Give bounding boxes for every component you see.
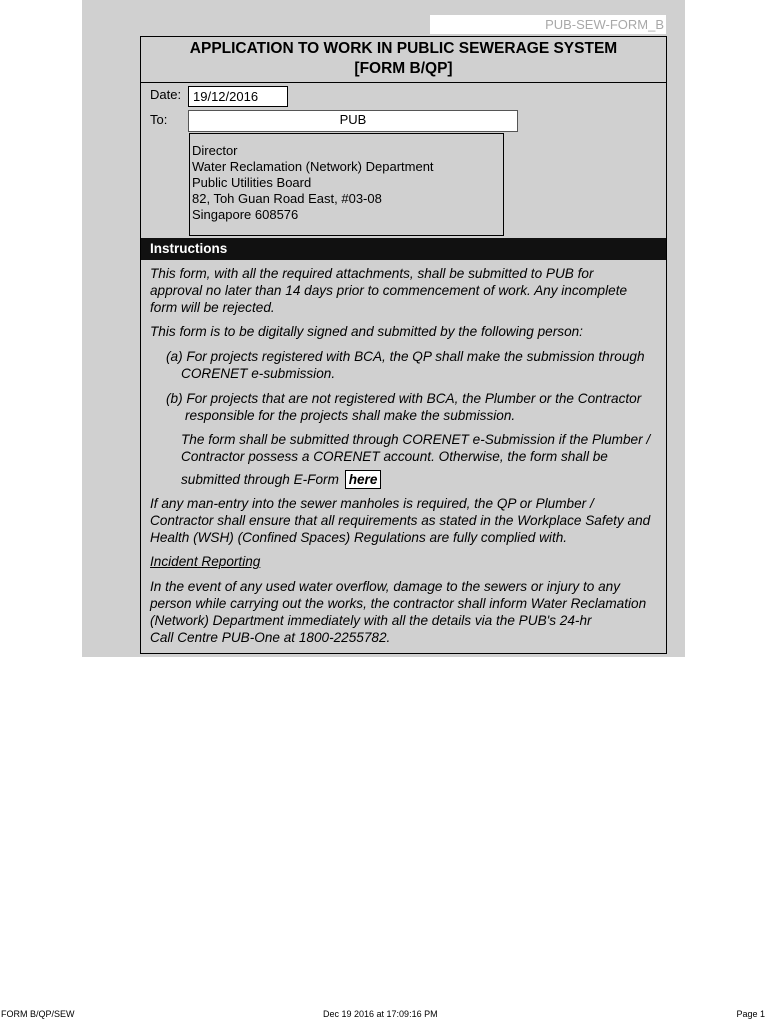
text-line: (b) For projects that are not registered with BCA, the Plumber or the Contractor	[166, 391, 642, 406]
instructions-item-b	[150, 390, 666, 424]
instructions-paragraph-3	[150, 431, 666, 489]
address-line: Public Utilities Board	[192, 175, 312, 190]
instructions-heading: Instructions	[141, 238, 666, 260]
instructions-paragraph-5	[150, 578, 666, 646]
footer-page-number: Page 1	[736, 1009, 765, 1019]
text-line: (a) For projects registered with BCA, the QP shall make the submission through	[166, 349, 645, 364]
date-label: Date:	[150, 87, 182, 102]
text-line-segment: submitted through E-Form	[181, 472, 339, 487]
instructions-paragraph-1	[150, 265, 666, 316]
date-field[interactable]: 19/12/2016	[188, 86, 288, 107]
address-line: Water Reclamation (Network) Department	[192, 159, 434, 174]
form-title-line2: [FORM B/QP]	[354, 60, 453, 77]
to-field[interactable]: PUB	[188, 110, 518, 132]
text-line: In the event of any used water overflow, damage to the sewers or injury to any	[150, 579, 620, 594]
text-line: responsible for the projects shall make the submission.	[185, 408, 516, 423]
address-block	[189, 133, 504, 236]
text-line: Call Centre PUB-One at 1800-2255782.	[150, 630, 391, 645]
text-line: This form is to be digitally signed and submitted by the following person:	[150, 324, 583, 339]
here-link[interactable]: here	[345, 470, 382, 489]
text-line: If any man-entry into the sewer manholes is required, the QP or Plumber /	[150, 496, 594, 511]
address-line: Singapore 608576	[192, 207, 299, 222]
text-line: Incident Reporting	[150, 554, 261, 569]
instructions-paragraph-2	[150, 323, 666, 340]
form-frame	[140, 36, 667, 654]
form-title	[141, 37, 666, 83]
footer-form-code: FORM B/QP/SEW	[1, 1009, 75, 1019]
form-sheet	[82, 0, 685, 657]
instructions-paragraph-4	[150, 495, 666, 546]
text-line: person while carrying out the works, the contractor shall inform Water Reclamation	[150, 596, 647, 611]
form-code-field[interactable]: PUB-SEW-FORM_B	[430, 15, 666, 34]
to-label: To:	[150, 112, 168, 127]
text-line: Contractor shall ensure that all requirements as stated in the Workplace Safety and	[150, 513, 651, 528]
text-line	[150, 470, 666, 489]
text-line: CORENET e-submission.	[181, 366, 336, 381]
address-line: 82, Toh Guan Road East, #03-08	[192, 191, 382, 206]
text-line: approval no later than 14 days prior to commencement of work. Any incomplete	[150, 283, 628, 298]
text-line: form will be rejected.	[150, 300, 275, 315]
text-line: This form, with all the required attachments, shall be submitted to PUB for	[150, 266, 594, 281]
text-line: Contractor possess a CORENET account. Otherwise, the form shall be	[181, 449, 608, 464]
text-line: Health (WSH) (Confined Spaces) Regulations are fully complied with.	[150, 530, 568, 545]
footer-timestamp: Dec 19 2016 at 17:09:16 PM	[323, 1009, 438, 1019]
instructions-item-a	[150, 348, 666, 382]
form-title-line1: APPLICATION TO WORK IN PUBLIC SEWERAGE SYSTEM	[189, 40, 618, 57]
incident-reporting-heading	[150, 553, 666, 570]
text-line: (Network) Department immediately with all the details via the PUB's 24-hr	[150, 613, 592, 628]
address-line: Director	[192, 143, 238, 158]
text-line: The form shall be submitted through CORENET e-Submission if the Plumber /	[181, 432, 651, 447]
